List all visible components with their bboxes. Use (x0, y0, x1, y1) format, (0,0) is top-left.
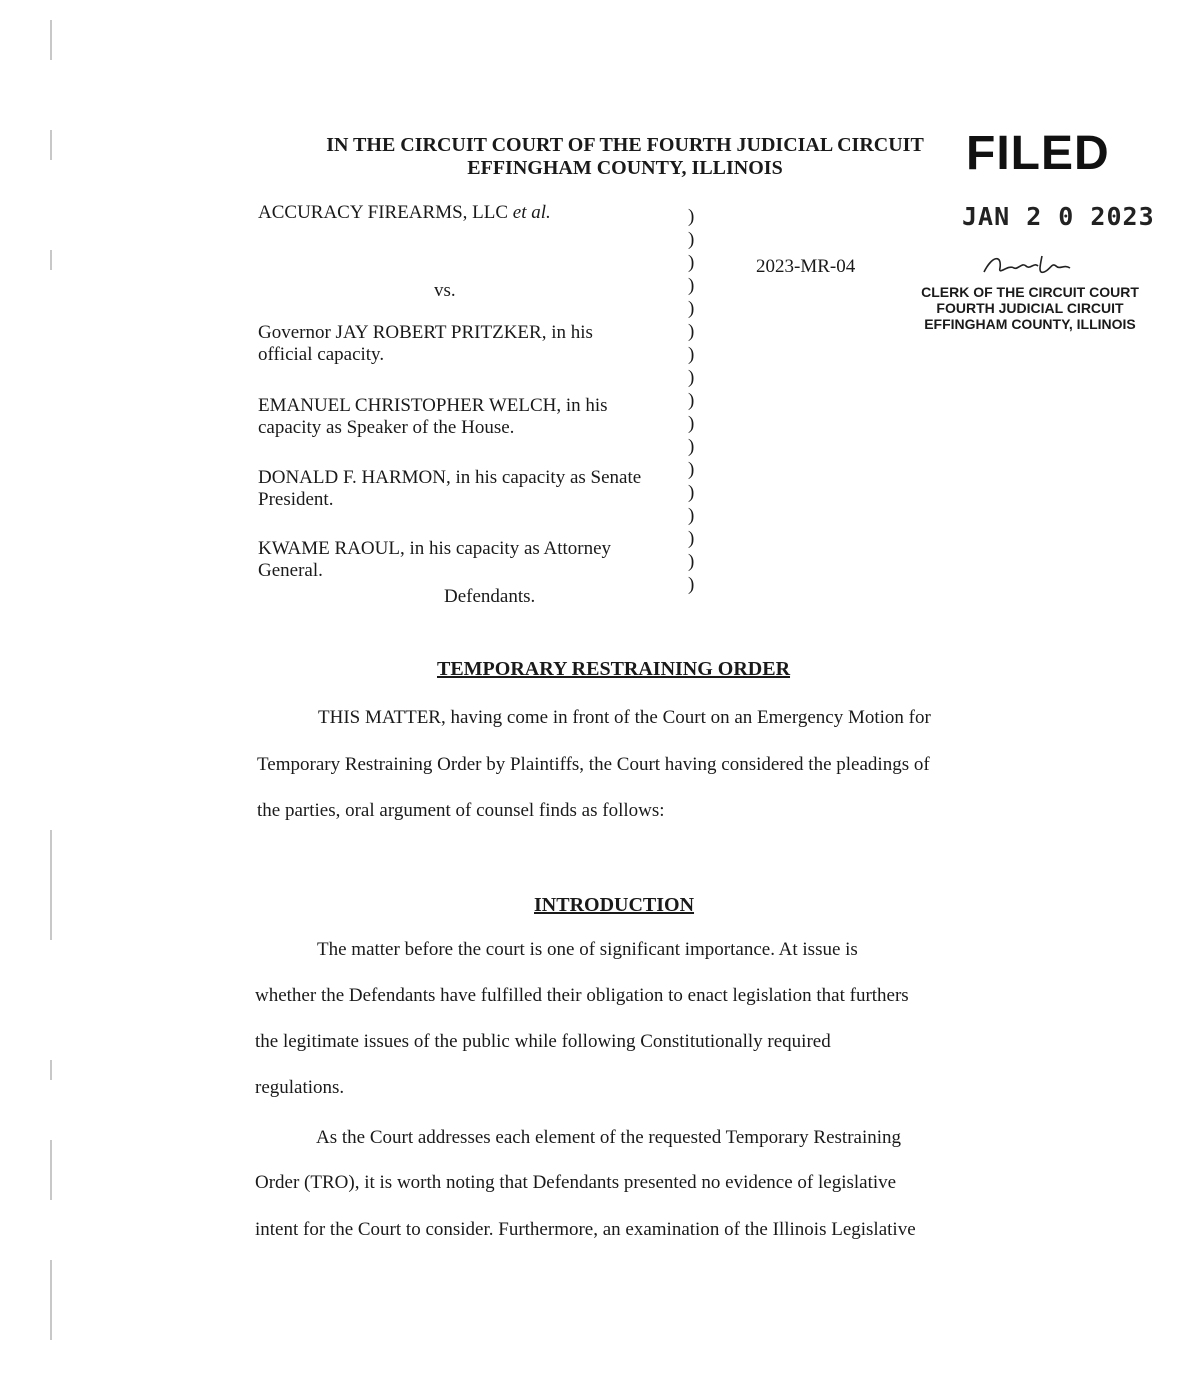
paren-mark: ) (688, 229, 695, 250)
paren-mark: ) (688, 574, 695, 595)
paren-mark: ) (688, 528, 695, 549)
paren-mark: ) (688, 436, 695, 457)
paren-mark: ) (688, 206, 695, 227)
versus-label: vs. (434, 280, 456, 301)
paren-mark: ) (688, 344, 695, 365)
clerk-signature (978, 250, 1078, 284)
order-line: THIS MATTER, having come in front of the Court on an Emergency Motion for (318, 707, 931, 728)
defendant-line: EMANUEL CHRISTOPHER WELCH, in his (258, 395, 608, 416)
intro-line: Order (TRO), it is worth noting that Defendants presented no evidence of legislative (255, 1172, 897, 1193)
intro-line: the legitimate issues of the public while following Constitutionally required (255, 1031, 831, 1052)
court-name: IN THE CIRCUIT COURT OF THE FOURTH JUDICIAL CIRCUIT (326, 134, 924, 156)
order-line: Temporary Restraining Order by Plaintiffs, the Court having considered the pleadings of (257, 754, 930, 775)
defendant-line: official capacity. (258, 344, 385, 365)
clerk-title: CLERK OF THE CIRCUIT COURT (921, 284, 1139, 300)
defendant-line: General. (258, 560, 323, 581)
clerk-circuit: FOURTH JUDICIAL CIRCUIT (936, 300, 1124, 316)
defendant-line: Governor JAY ROBERT PRITZKER, in his (258, 322, 593, 343)
intro-line: The matter before the court is one of significant importance. At issue is (317, 939, 858, 960)
paren-mark: ) (688, 413, 695, 434)
defendant-welch (258, 395, 678, 439)
paren-mark: ) (688, 505, 695, 526)
order-line: the parties, oral argument of counsel finds as follows: (257, 800, 665, 821)
defendant-line: KWAME RAOUL, in his capacity as Attorney (258, 538, 612, 559)
defendants-label: Defendants. (444, 586, 536, 607)
paren-mark: ) (688, 321, 695, 342)
paren-mark: ) (688, 367, 695, 388)
plaintiff-text: ACCURACY FIREARMS, LLC (258, 202, 509, 223)
paren-mark: ) (688, 390, 695, 411)
court-county: EFFINGHAM COUNTY, ILLINOIS (467, 157, 783, 179)
paren-mark: ) (688, 459, 695, 480)
introduction-title: INTRODUCTION (534, 894, 695, 916)
scan-margin-marks (50, 0, 66, 1394)
plaintiff-et-al: et al. (512, 202, 551, 223)
defendant-raoul (258, 538, 678, 582)
defendant-line: DONALD F. HARMON, in his capacity as Senate (258, 467, 642, 488)
intro-line: intent for the Court to consider. Furthermore, an examination of the Illinois Legislative (255, 1219, 916, 1240)
defendant-line: capacity as Speaker of the House. (258, 417, 515, 438)
paren-mark: ) (688, 252, 695, 273)
filed-date: JAN 2 0 2023 (962, 202, 1155, 231)
paren-mark: ) (688, 482, 695, 503)
paren-mark: ) (688, 298, 695, 319)
court-header (300, 134, 950, 180)
clerk-county: EFFINGHAM COUNTY, ILLINOIS (924, 316, 1136, 332)
defendant-pritzker (258, 322, 678, 366)
case-number: 2023-MR-04 (756, 256, 856, 277)
clerk-block (900, 284, 1160, 332)
defendant-line: President. (258, 489, 334, 510)
paren-mark: ) (688, 275, 695, 296)
intro-line: As the Court addresses each element of the requested Temporary Restraining (316, 1127, 902, 1148)
defendant-harmon (258, 467, 678, 511)
intro-line: whether the Defendants have fulfilled their obligation to enact legislation that furthers (255, 985, 909, 1006)
plaintiff-name (258, 202, 678, 224)
paren-mark: ) (688, 551, 695, 572)
intro-line: regulations. (255, 1077, 345, 1098)
filed-label: FILED (966, 127, 1110, 180)
order-title: TEMPORARY RESTRAINING ORDER (437, 658, 791, 680)
